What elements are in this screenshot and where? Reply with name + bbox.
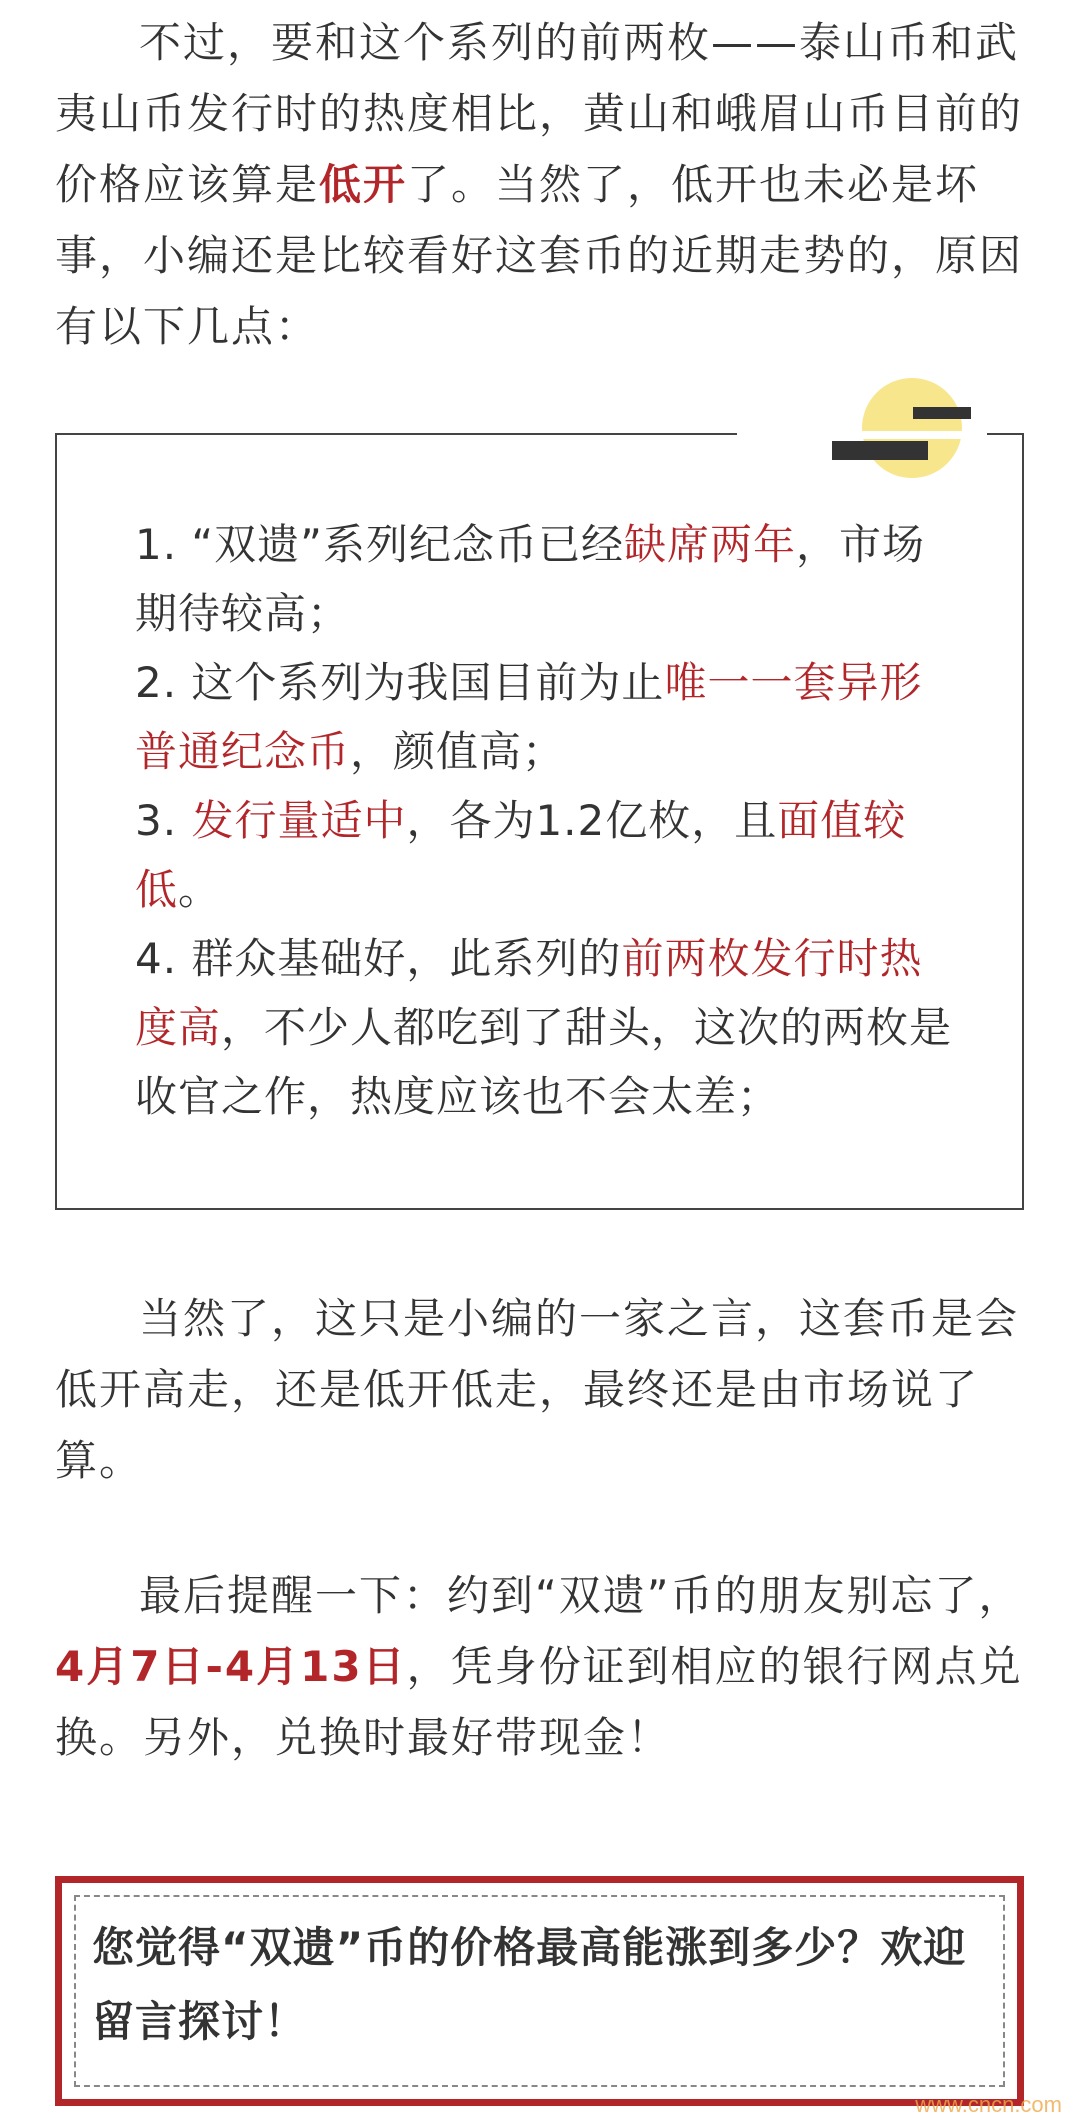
reminder-paragraph: 最后提醒一下：约到“双遗”币的朋友别忘了，4月7日-4月13日，凭身份证到相应的银行网点兑换。另外，兑换时最好带现金！ [55,1571,1023,1762]
question-text: 您觉得“双遗”币的价格最高能涨到多少？欢迎留言探讨！ [92,1923,967,2046]
list-item: 4. 群众基础好，此系列的前两枚发行时热度高，不少人都吃到了甜头，这次的两枚是收官之作，热度应该也不会太差； [135,934,953,1121]
intro-highlight: 低开 [319,160,408,209]
question-box [55,1876,1024,2106]
watermark: www.cncn.com [915,2092,1062,2117]
intro-paragraph [55,7,1025,362]
list-item: 2. 这个系列为我国目前为止唯一一套异形普通纪念币，颜值高； [135,658,923,776]
exchange-date: 4月7日-4月13日 [55,1642,407,1691]
list-item: 1. “双遗”系列纪念币已经缺席两年，市场期待较高； [135,520,925,638]
decorative-bar [913,407,971,419]
opinion-paragraph: 当然了，这只是小编的一家之言，这套币是会低开高走，还是低开低走，最终还是由市场说了算。 [55,1294,1020,1485]
decorative-bar [832,441,928,460]
intro-text: 不过，要和这个系列的前两枚——泰山币和武夷山币发行时的热度相比，黄山和峨眉山币目前的价格应该算是 [55,18,1024,209]
reasons-list [135,510,965,1131]
intro-text-end: 了。当然了，低开也未必是坏事，小编还是比较看好这套币的近期走势的，原因有以下几点： [55,160,1024,351]
list-item: 3. 发行量适中，各为1.2亿枚，且面值较低。 [135,796,907,914]
